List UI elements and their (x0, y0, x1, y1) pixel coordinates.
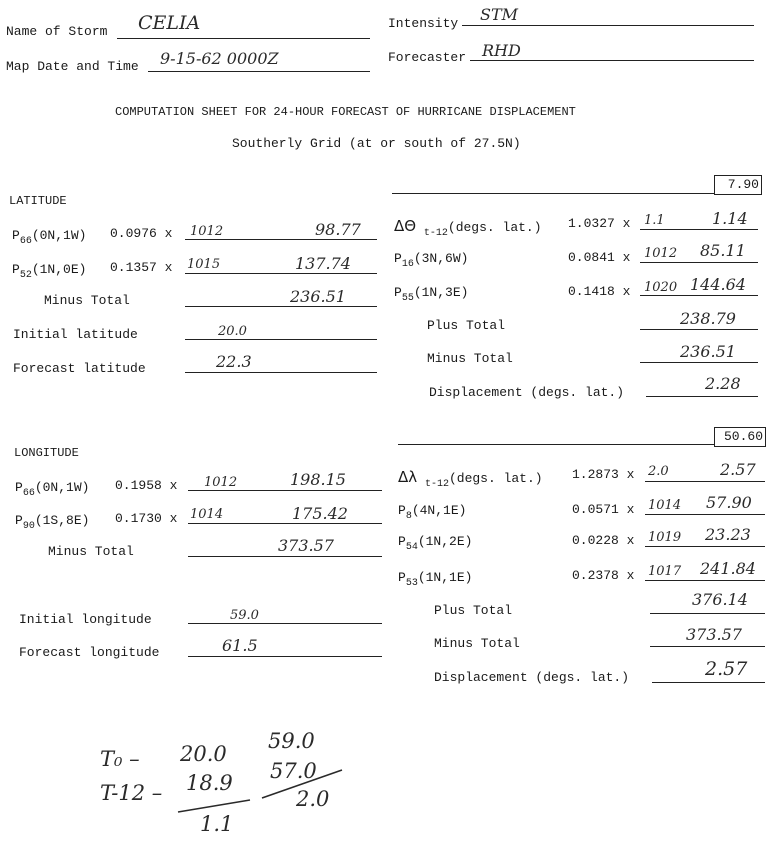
lon-p8-label: $P_8(4N,1E)$ (398, 503, 467, 522)
note-t12-label: T-12 – (100, 781, 163, 805)
lat-p55-input: 1020 (644, 280, 678, 295)
note-t0-lat: 20.0 (180, 742, 227, 766)
lat-left-minus-value: 236.51 (290, 287, 346, 306)
lat-p52-input: 1015 (187, 257, 221, 272)
note-t12-lat: 18.9 (186, 771, 233, 795)
lon-p54-label: $P_{54}(1N,2E)$ (398, 534, 473, 553)
lat-p55-coef: 0.1418 x (568, 284, 631, 299)
lat-displacement-label: Displacement (degs. lat.) (429, 385, 625, 400)
lon-p90-coef: 0.1730 x (115, 511, 178, 526)
lon-left-minus-value: 373.57 (278, 536, 334, 555)
sheet-title: COMPUTATION SHEET FOR 24-HOUR FORECAST OF HURRICANE DISPLACEMENT (115, 105, 576, 119)
lat-p66-label: $P_{66}(0N,1W)$ (12, 228, 87, 247)
latitude-heading: LATITUDE (9, 194, 67, 208)
lon-p66-input: 1012 (204, 475, 238, 490)
initial-latitude-value: 20.0 (218, 324, 247, 339)
lat-p16-coef: 0.0841 x (568, 250, 631, 265)
forecaster-value: RHD (482, 41, 521, 60)
lon-displacement-value: 2.57 (705, 658, 748, 680)
lat-delta-coef: 1.0327 x (568, 216, 631, 231)
initial-latitude-label: Initial latitude (13, 327, 138, 342)
note-diff-lon: 2.0 (296, 787, 330, 811)
lon-p8-result: 57.90 (706, 493, 752, 512)
lon-right-minus-value: 373.57 (686, 625, 742, 644)
lat-p16-result: 85.11 (700, 241, 746, 260)
lon-p54-input: 1019 (648, 530, 682, 545)
lon-plus-label: Plus Total (434, 603, 513, 618)
lat-p16-input: 1012 (644, 246, 678, 261)
intensity-label: Intensity (388, 16, 459, 31)
lat-p66-result: 98.77 (315, 220, 361, 239)
note-lat-underline (178, 800, 250, 812)
storm-name-value: CELIA (138, 12, 201, 34)
forecast-latitude-label: Forecast latitude (13, 361, 146, 376)
lon-delta-coef: 1.2873 x (572, 467, 635, 482)
lon-right-minus-label: Minus Total (434, 636, 520, 651)
lat-delta-input: 1.1 (644, 213, 665, 228)
lon-p66-result: 198.15 (290, 470, 346, 489)
lon-p53-input: 1017 (648, 564, 682, 579)
map-date-value: 9-15-62 0000Z (160, 49, 279, 68)
lat-plus-label: Plus Total (427, 318, 506, 333)
lat-displacement-value: 2.28 (705, 374, 741, 393)
lon-delta-result: 2.57 (720, 460, 756, 479)
lon-displacement-label: Displacement (degs. lat.) (434, 670, 630, 685)
lon-p54-result: 23.23 (705, 525, 751, 544)
lat-p66-coef: 0.0976 x (110, 226, 173, 241)
initial-longitude-label: Initial longitude (19, 612, 152, 627)
note-t12-lon: 57.0 (270, 759, 317, 783)
forecast-longitude-label: Forecast longitude (19, 645, 160, 660)
map-date-label: Map Date and Time (6, 59, 139, 74)
lon-p8-coef: 0.0571 x (572, 502, 635, 517)
lon-p54-coef: 0.0228 x (572, 533, 635, 548)
lon-p90-input: 1014 (190, 507, 224, 522)
lat-p55-label: $P_{55}(1N,3E)$ (394, 285, 469, 304)
longitude-box: 50.60 (714, 427, 766, 447)
longitude-heading: LONGITUDE (14, 446, 79, 460)
note-t0-lon: 59.0 (268, 729, 315, 753)
initial-longitude-value: 59.0 (230, 608, 259, 623)
note-diff-lat: 1.1 (200, 812, 234, 836)
lon-left-minus-label: Minus Total (48, 544, 134, 559)
lon-p53-coef: 0.2378 x (572, 568, 635, 583)
storm-name-label: Name of Storm (6, 24, 108, 39)
lon-p90-result: 175.42 (292, 504, 348, 523)
forecast-latitude-value: 22.3 (216, 352, 252, 371)
note-t0-label: T₀ – (100, 747, 140, 771)
forecaster-label: Forecaster (388, 50, 467, 65)
sheet-subtitle: Southerly Grid (at or south of 27.5N) (232, 136, 521, 151)
lat-p55-result: 144.64 (690, 275, 746, 294)
lon-delta-label: Δλ $_{t-12}$(degs. lat.) (398, 468, 543, 490)
lat-p52-result: 137.74 (295, 254, 351, 273)
lat-delta-label: ΔΘ $_{t-12}$(degs. lat.) (394, 217, 542, 239)
latitude-box: 7.90 (714, 175, 762, 195)
lon-p90-label: $P_{90}(1S,8E)$ (15, 513, 90, 532)
intensity-value: STM (480, 5, 519, 24)
lat-plus-value: 238.79 (680, 309, 736, 328)
lat-p52-label: $P_{52}(1N,0E)$ (12, 262, 87, 281)
lon-p66-label: $P_{66}(0N,1W)$ (15, 480, 90, 499)
lat-right-minus-label: Minus Total (427, 351, 513, 366)
forecast-longitude-value: 61.5 (222, 636, 258, 655)
lon-p66-coef: 0.1958 x (115, 478, 178, 493)
lat-left-minus-label: Minus Total (44, 293, 130, 308)
lat-p52-coef: 0.1357 x (110, 260, 173, 275)
lat-p16-label: $P_{16}(3N,6W)$ (394, 251, 469, 270)
lon-delta-input: 2.0 (648, 464, 669, 479)
lat-p66-input: 1012 (190, 224, 224, 239)
lon-p53-result: 241.84 (700, 559, 756, 578)
lat-delta-result: 1.14 (712, 209, 748, 228)
lon-p8-input: 1014 (648, 498, 682, 513)
lon-p53-label: $P_{53}(1N,1E)$ (398, 570, 473, 589)
lon-plus-value: 376.14 (692, 590, 748, 609)
lat-right-minus-value: 236.51 (680, 342, 736, 361)
